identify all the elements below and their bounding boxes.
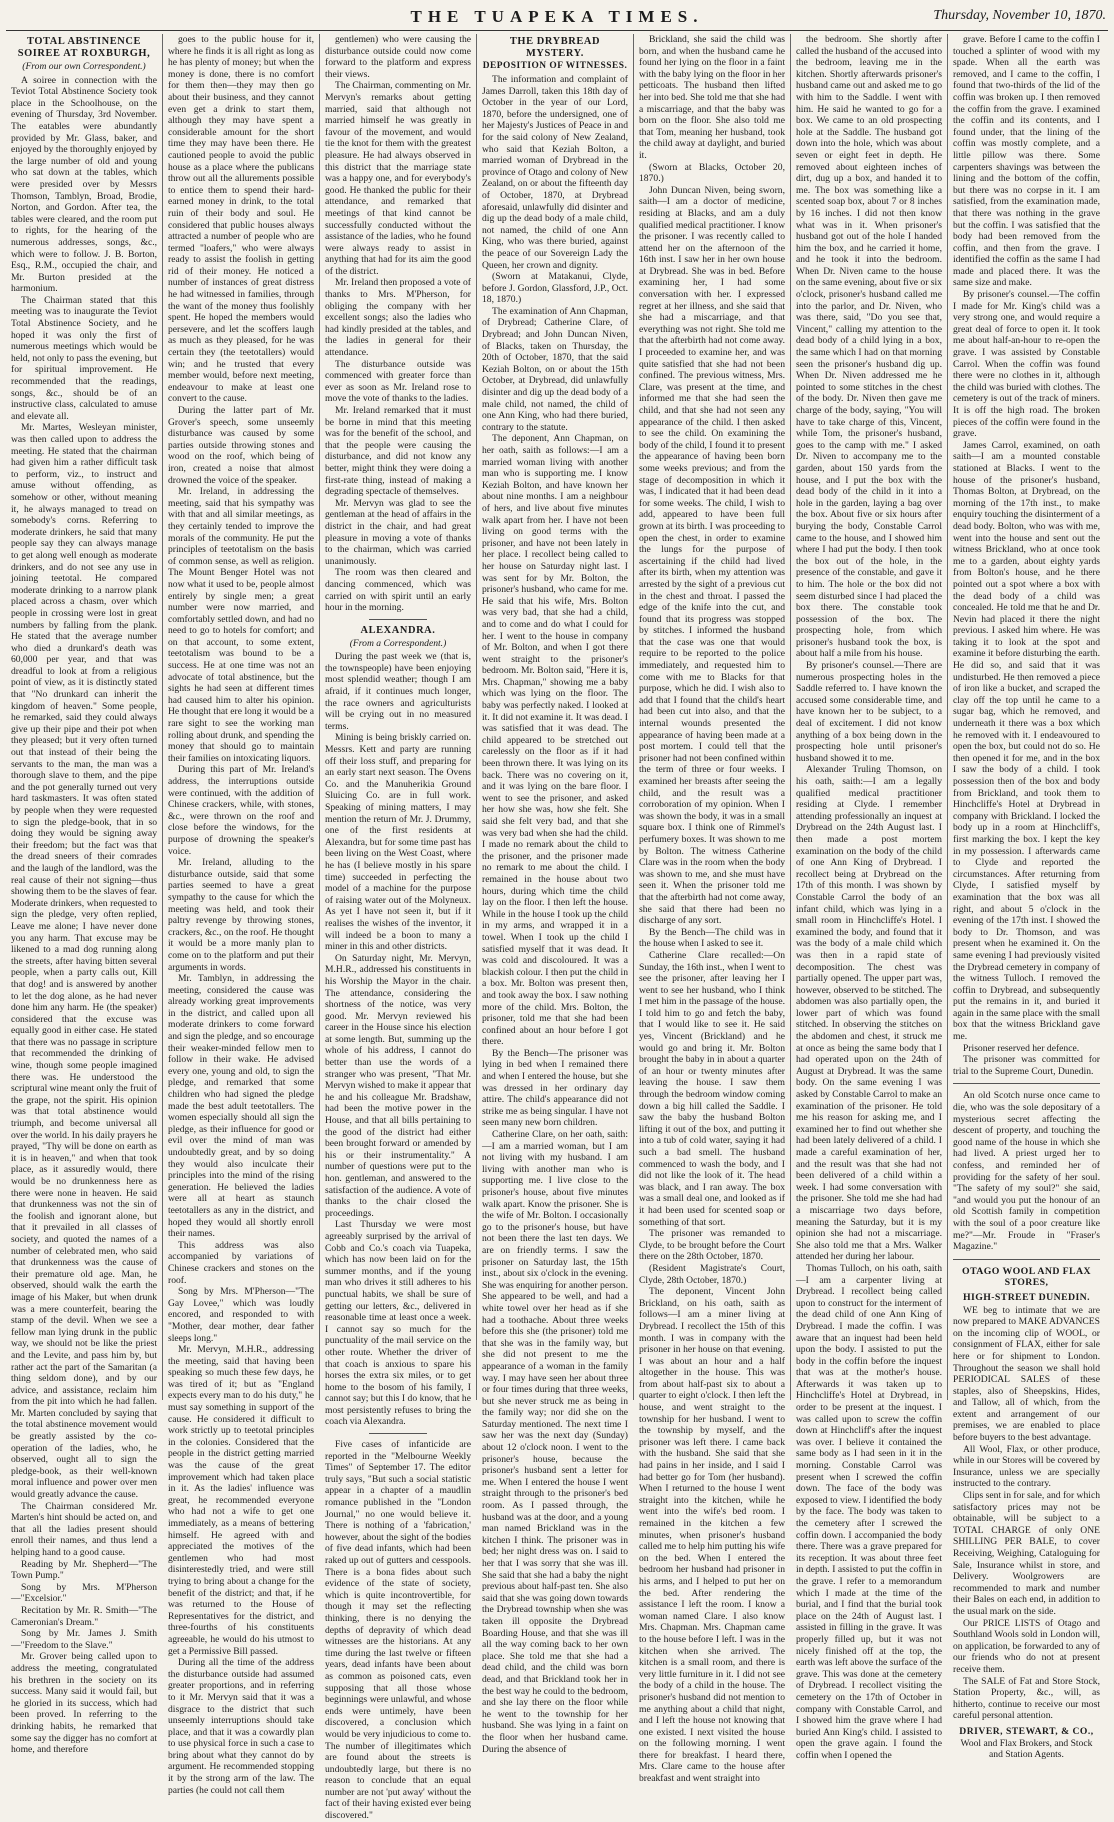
paragraph: Prisoner reserved her defence. (963, 1042, 1080, 1054)
column-2-body (168, 34, 314, 1796)
paragraph: By the Bench—The prisoner was lying in bed when I remained there and when I entered the house, but she was dressed in her ordinary day attire. The child's appearance did not strike me as being singular. I have not seen many new born children. (482, 1047, 628, 1129)
paragraph: Mr. Tamblyn, in addressing the meeting, considered the cause was already working great improvements in the district, and called upon all moderate drinkers to come forward and sign the pledge, and so encourage their weaker-minded fellow men to follow in their wake. He advised every one, young and old, to sign the pledge, and remarked that some children who had signed the pledge made the best adult teetotallers. The women especially should all sign the pledge, as their influence for good or evil over the mind of man was undoubtedly great, and by so doing they would also inculcate their principles into the mind of the rising generation. He believed the ladies were all at heart as staunch teetotallers as any in the district, and hoped they would all shortly enroll their names. (168, 973, 314, 1240)
column-3 (320, 34, 477, 1822)
article-heading-soiree: TOTAL ABSTINENCE SOIREE AT ROXBURGH, (17, 36, 151, 59)
paragraph: Thomas Tulloch, on his oath, saith—I am a carpenter living at Drybread. I recollect being called upon to construct for the interment of the dead child of one Ann King of Drybread. I made the coffin. I was aware that an inquest had been held upon the body. I assisted to put the body in the coffin before the inquest that was at the mother's house. Afterwards it was taken up to Hinchcliffe's Hotel at Drybread, in order to be present at the inquest. I was called upon to screw the coffin down at Hinchcliff's after the inquest was over. I believe it contained the same body as I had seen in it in the morning. Constable Carrol was present when I screwed the coffin down. The face of the body was exposed to view. I identified the body by the face. The body was taken to the cemetery after I screwed the coffin down. I accompanied the body there. There was a grave prepared for its reception. It was about three feet in depth. I assisted to put the coffin in the grave. I refer to a memorandum which I made at the time of the burial, and I find that the burial took place on the 24th of August last. I assisted in filling in the grave. It was properly filled up, but it was not nicely finished off at the top, the earth was left above the surface of the grave. This was done at the cemetery of Drybread. I recollect visiting the cemetery on the 17th of October in company with Constable Carrol, and I showed him the grave where I had buried Ann King's child. I assisted to open the grave again. I found the coffin when I opened the (796, 1262, 942, 1761)
advert-body (953, 1305, 1100, 1722)
paragraph: The prisoner was committed for trial to the Supreme Court, Dunedin. (953, 1054, 1100, 1077)
paragraph: Mr. Mervyn, M.H.R., addressing the meeting, said that having been speaking so much these few days, he was tired of it; but as "England expects every man to do his duty," he must say something in support of the cause. He considered it difficult to work strictly up to teetotal principles in the colonies. Considered that the people in the district getting married was the cause of the great improvement which had taken place in it. As the ladies' influence was great, he recommended everyone who had not a wife to get one immediately, as a means of bettering himself. He agreed with and appreciated the motives of the gentlemen who had most disinterestedly tried, and were still trying to bring about a change for the benefit of the district; and that, if he was returned to the House of Representatives for the district, and three-fourths of his constituents agreeable, he would do his utmost to get a Permissive Bill passed. (168, 1344, 314, 1657)
paragraph: (Resident Magistrate's Court, Clyde, 28th October, 1870.) (639, 1262, 785, 1286)
paragraph: During all the time of the address the disturbance outside had assumed greater proportions, and in referring to it Mr. Mervyn said that it was a disgrace to the district that such unseemly interruptions should take place, and that it was a cowardly plan to use physical force in such a case to bring about what they cannot do by argument. He recommended stopping it by the strong arm of the law. The parties (he could not call them (168, 1657, 314, 1796)
paragraph: Our PRICE LISTS of Otago and Southland Wools sold in London will, on application, be forwarded to any of our friends who do not at present receive them. (953, 1617, 1100, 1675)
paragraph: gentlemen) who were causing the disturbance outside could now come forward to the platform and express their views. (325, 34, 471, 80)
advert-signature-sub: Wool and Flax Brokers, and Stock and Station Agents. (960, 1737, 1093, 1761)
paragraph: On Saturday night, Mr. Mervyn, M.H.R., addressed his constituents in his Worship the Mayor in the chair. The attendance, considering the shortness of the notice, was very good. Mr. Mervyn reviewed his career in the House since his election at some length. But, summing up the whole of his address, I cannot do better than use the words of a stranger who was present, "That Mr. Mervyn wished to make it appear that he and his colleague Mr. Bradshaw, had been the motive power in the House, and that all bills pertaining to the good of the district had either been brought forward or amended by his or their instrumentality." A number of questions were put to the hon. gentleman, and answered to the satisfaction of the audience. A vote of thanks to the chair closed the proceedings. (325, 952, 471, 1219)
paragraph: Mr. Ireland then proposed a vote of thanks to Mrs. M'Pherson, for obliging the company with her excellent songs; also the ladies who had kindly presided at the tables, and the ladies in general for their attendance. (325, 277, 471, 359)
paragraph: the bedroom. She shortly after called the husband of the accused into the bedroom, leaving me in the kitchen. Shortly afterwards prisoner's husband came out and asked me to go with him to the Saddle. I went with him. He said he wanted to go for a box. We came to an old prospecting hole at the Saddle. The husband got down into the hole, which was about seven or eight feet in depth. He removed about eighteen inches of dirt, dug up a box, and handed it to me. The box was something like a scented soap box, about 7 or 8 inches by 16 inches. I did not then know what was in it. When prisoner's husband got out of the hole I handed him the box, and he carried it home, and he took it into the bedroom. When Dr. Niven came to the house on the same evening, about five or six o'clock, prisoner's husband called me into the parlor, and Dr. Niven, who was there, said, "Do you see that, Vincent," calling my attention to the dead body of a child lying in a box, the same which I had on that morning seen the prisoner's husband dig up. When Dr. Niven addressed me he pointed to some stitches in the chest of the body. Dr. Niven then gave me charge of the body, saying, "You will have to take charge of this, Vincent, while Tom, the prisoner's husband, goes to the camp with me." I asked Dr. Niven to accompany me to the garden, about 150 yards from the house, and I put the box with the dead body of the child in it into a hole in the garden, laying a bag over the box. About five or six hours after burying the body, Constable Carrol came to the house, and I showed him where I had put the body. I then took the box out of the hole, in the presence of the constable, and gave it to him. The hole or the box did not seem disturbed since I had placed the box there. The constable took possession of the box. The prospecting hole, from which prisoner's husband took the box, is about half a mile from his house. (796, 34, 943, 660)
paragraph: The disturbance outside was commenced with greater force than ever as soon as Mr. Ireland rose to move the vote of thanks to the ladies. (325, 358, 471, 405)
article-columns (6, 34, 1108, 1822)
paragraph: The examination of Ann Chapman, of Drybread; Catherine Clare, of Drybread; and John Duncan Niven, of Blacks, taken on Thursday, the 20th of October, 1870, that the said Keziah Bolton, on or about the 15th October, at Drybread, did unlawfully disinter and dig up the dead body of a male child, not named, the child of one Ann King, who had there buried, contrary to the statute. (482, 305, 628, 433)
paragraph: The room was then cleared and dancing commenced, which was carried on with spirit until an early hour in the morning. (325, 567, 471, 614)
paragraph: Mr. Mervyn was glad to see the gentleman at the head of affairs in the district in the chair, and had great pleasure in moving a vote of thanks to the chairman, which was carried unanimously. (325, 497, 471, 567)
paragraph: By prisoner's counsel.—The coffin I made for Mr. King's child was a very strong one, and would require a great deal of force to open it. It took me about half-an-hour to re-open the grave. I was assisted by Constable Carrol. When the coffin was found there were no clothes in it, although the child was buried with clothes. The cemetery is out of the track of miners. It is off the high road. The broken pieces of the coffin were found in the grave. (953, 289, 1100, 440)
column-3-body (325, 34, 471, 614)
paragraph: Catherine Clare recalled:—On Sunday, the 16th inst., when I went to see the prisoner, after leaving her I went to see her husband, who I think I met him in the passage of the house. I told him to go and fetch the baby, that I would like to see it. He said yes, Vincent (Brickland) and he would go and bring it. Mr. Bolton brought the baby in in about a quarter of an hour or twenty minutes after leaving the house. I saw them through the bedroom window coming down a big hill called the Saddle. I saw the baby the husband Bolton lifting it out of the box, and putting it into a tub of cold water, saying it had such a bad smell. The husband commenced to wash the body, and I did not like the look of it. The head was black, and I ran away. The box was a small deal one, and looked as if it had been used for scented soap or something of that sort. (639, 949, 785, 1228)
newspaper-title: THE TUAPEKA TIMES. (410, 7, 704, 26)
column-1 (6, 34, 163, 1756)
column-5-body (639, 34, 785, 1785)
paragraph: By prisoner's counsel.—There are numerous prospecting holes in the Saddle referred to. I have known the accused some considerable time, and have known her to be subject, to a deal of excitement. I did not know anything of a box being down in the prospecting hole until prisoner's husband showed it to me. (796, 660, 942, 764)
paragraph: The Chairman considered Mr. Marten's hint should be acted on, and that all the ladies present should enroll their names, and thus lend a helping hand to a good cause. (11, 1500, 157, 1558)
paragraph: Catherine Clare, on her oath, saith:—I am a married woman, but I am not living with my husband. I am living with another man who is supporting me. I live close to the prisoner's house, about five minutes walk apart. Know the prisoner. She is the wife of Mr. Bolton. I occasionally go to the prisoner's house, but have not been there the last ten days. We are on friendly terms. I saw the prisoner on Saturday last, the 15th inst., about six o'clock in the evening. She was enquiring for another person. She appeared to be well, and had a white towel over her head as if she had a toothache. About three weeks before this she (the prisoner) told me that she was in the family way, but she did not present to me the appearance of a woman in the family way. I may have seen her about three or four times during that three weeks, but she never struck me as being in the family way; nor did she on the Saturday mentioned. The next time I saw her was the next day (Sunday) about 12 o'clock noon. I went to the prisoner's house, because the prisoner's husband sent a letter for me. When I entered the house I went straight through to the prisoner's bed room. As I passed through, the husband was at the door, and a young man named Brickland was in the kitchen I think. The prisoner was in bed; her night dress was on. I said to her that I was sorry that she was ill. She said that she had a baby the night previous about half-past ten. She also said that she was going down towards the Drybread township when she was taken ill opposite the Drybread Boarding House, and that she was ill all the way coming back to her own place. She told me that she had a dead child, and the child was born dead, and that Brickland took her in the best way he could to the bedroom, and she lay there on the floor while he went to the township for her husband. She was lying in a faint on the floor when her husband came. During the absence of (482, 1129, 629, 1755)
paragraph: This address was also accompanied by variations of Chinese crackers and stones on the roof. (168, 1239, 314, 1286)
paragraph: Song by Mrs. M'Pherson—"The Gay Lovee," which was loudly encored, and responded to with "Mother, dear mother, dear father sleeps long." (168, 1286, 314, 1344)
article-subheading-alexandra: (From a Correspondent.) (349, 637, 447, 649)
column-7 (948, 34, 1105, 1761)
paragraph: Mr. Ireland, alluding to the disturbance outside, said that some parties seemed to have a great sympathy to the cause for which the meeting was held, and took their paltry revenge by throwing stones, crackers, &c., on the roof. He thought it would be a more manly plan to come on to the platform and put their arguments in words. (168, 857, 314, 973)
paragraph: Recitation by Mr. R. Smith—"The Cameronian's Dream." (11, 1604, 157, 1628)
paragraph: Mr. Ireland, in addressing the meeting, said that his sympathy was with that and all similar meetings, as they certainly tended to improve the morals of the community. He put the principles of teetotalism on the basis of common sense, as well as religion. The Mount Benger Hotel was not now what it used to be, people almost entirely by single men; a great number were now married, and comfortably settled down, and had no need to go to hotels for comfort; and on that account, to some extent, teetotalism was bound to be a success. He at one time was not an advocate of total abstinence, but the sights he had seen at different times had caused him to alter his opinion. He thought that ere long it would be a rare sight to see the working man rolling about drunk, and spending the money that should go to maintain their families on intoxicating liquors. (168, 486, 314, 764)
paragraph: The information and complaint of James Darroll, taken this 18th day of October in the year of our Lord, 1870, before the undersigned, one of her Majesty's Justices of Peace in and for the said colony of New Zealand, who said that Keziah Bolton, a married woman of Drybread in the province of Otago and colony of New Zealand, on or about the fifteenth day of October, 1870, at Drybread aforesaid, unlawfully did disinter and dig up the dead body of a male child, not named, the child of one Ann King, who was there buried, against the peace of our Sovereign Lady the Queen, her crown and dignity. (482, 74, 628, 271)
paragraph: Alexander Truling Thomson, on his oath, saith:—I am a legally qualified medical practitioner residing at Clyde. I remember attending professionally an inquest at Drybread on the 24th August last. I then made a post mortem examination on the body of the child of one Ann King of Drybread. I recollect being at Drybread on the 17th of this month. I was shown by Constable Carrol the body of an infant child, which was lying in a small room in Hinchcliffe's Hotel. I examined the body, and found that it was the body of a male child which was then in a rapid state of decomposition. The chest was partially opened. The upper part was, however, observed to be stitched. The abdomen was also partially open, the lower part of which was found stitched. In observing the stitches on the abdomen and chest, it struck me at once as being the same body that I had operated upon on the 24th of August at Drybread. It was the same body. On the same evening I was asked by Constable Carrol to make an examination of the prisoner. He told me his reason for asking me, and I examined her to find out whether she had been lately delivered of a child. I made a careful examination of her, and the result was that she had not been delivered of a child within a week. I had some conversation with the prisoner. She told me she had had a miscarriage two days before, meaning the Saturday, but it is my opinion she had not a miscarriage. She also told me that a Mrs. Walker attended her during her labour. (796, 764, 943, 1263)
paragraph: During this part of Mr. Ireland's address, the interruptions outside were continued, with the addition of Chinese crackers, while, with stones, &c., were thrown on the roof and close before the windows, for the purpose of drowning the speaker's voice. (168, 764, 314, 857)
masthead (6, 4, 1108, 31)
divider (953, 1083, 1100, 1084)
column-4 (477, 34, 634, 1755)
paragraph: Song by Mrs. M'Pherson—"Excelsior." (11, 1581, 157, 1605)
paragraph: A soiree in connection with the Teviot Total Abstinence Society took place in the Schoolhouse, on the evening of Thursday, 3rd November. The eatables were abundantly provided by Mr. Glass, baker, and enjoyed by the thoroughly enjoyed by the large number of old and young who sat down at the tables, which were presided over by Messrs Thomson, Tamblyn, Broad, Brodie, Norton, and Gordon. After tea, the tables were cleared, and the room put to rights, for the hearing of the numerous addresses, songs, &c., which were to follow. J. B. Borton, Esq., R.M., occupied the chair, and Mr. Burton presided at the harmonium. (11, 74, 157, 295)
paragraph: During the past week we (that is, the townspeople) have been enjoying most splendid weather; though I am afraid, if it continues much longer, the race owners and agriculturists will be crying out in no measured terms. (325, 651, 471, 732)
paragraph: The deponent, Vincent John Brickland, on his oath, saith as follows—I am a miner living at Drybread. I recollect the 15th of this month. I was in company with the prisoner in her house on that evening. I was about an hour and a half altogether in the house. This was from about half-past six to about a quarter to eight o'clock. I then left the house, and went straight to the township for her husband. I went to the township by myself, and the prisoner was left there. I came back with the husband. She said that she had pains in her inside, and I said I had better go for Tom (her husband). When I returned to the house I went straight into the kitchen, while he went into the wife's bed room. I remained in the kitchen a few minutes, when prisoner's husband called me to help him putting his wife on the bed. When I entered the bedroom her husband had prisoner in his arms, and I helped to put her on the bed. After rendering the assistance I left the room. I know a woman named Clare. I also know Mrs. Chapman. Mrs. Chapman came to the house before I left. I was in the kitchen when she arrived. The kitchen is a small room, and there is very little furniture in it. I did not see the body of a child in the house. The prisoner's husband did not mention to me anything about a child that night, and I left the house not knowing that one existed. I next visited the house on the following morning. I went there for breakfast. I heard there, Mrs. Clare came to the house after breakfast and went straight into (639, 1286, 785, 1785)
paragraph: (Sworn at Blacks, October 20, 1870.) (639, 161, 785, 185)
divider (369, 1433, 427, 1434)
paragraph: Clips sent in for sale, and for which satisfactory prices may not be obtainable, will be subject to a TOTAL CHARGE of only ONE SHILLING PER BALE, to cover Receiving, Weighing, Cataloguing for Sale, Insurance whilst in store, and Delivery. Woolgrowers are recommended to mark and number their Bales on each end, in addition to the usual mark on the side. (953, 1490, 1100, 1617)
paragraph: Mr. Grover being called upon to address the meeting, congratulated his brethren in the society on its success. Many said it would fail, but he gloried in its success, which had been proved. In referring to the drinking habits, he remarked that some say the digger has no comfort at home, and therefore (11, 1651, 157, 1756)
paragraph: Brickland, she said the child was born, and when the husband came he found her lying on the floor in a faint with the baby lying on the floor in her petticoats. The husband then lifted her into bed. She told me that she had a miscarriage, and that the baby was born on the floor. She also told me that Tom, meaning her husband, took the child away at daylight, and buried it. (639, 34, 786, 161)
column-4-body (482, 74, 628, 1755)
divider (953, 1259, 1100, 1260)
paragraph: The Chairman stated that this meeting was to inaugurate the Teviot Total Abstinence Society, and he hoped it was only the first of numerous meetings which would be held, not only to pass the evening, but for spiritual improvement. He recommended that the readings, songs, &c., should be of an instructive class, calculated to amuse and elevate all. (11, 294, 157, 422)
paragraph: By the Bench—The child was in the house when I asked to see it. (639, 926, 785, 950)
paragraph: Mr. Martes, Wesleyan minister, was then called upon to address the meeting. He stated that the chairman had given him a rather difficult task to perform, viz., to instruct and amuse without offending, as somehow or other, without meaning it, he always managed to tread on somebody's corns. Referring to moderate drinkers, he said that many people say they can always manage to get along well enough as moderate drinkers, and do not see any use in joining teetotal. He compared moderate drinking to a narrow plank placed across a chasm, over which people in crossing were lost in great numbers by falling from the plank. He stated that the average number who died a drunkard's death was 60,000 per year, and that was dreadful to look at from a religious point of view, as it is distinctly stated that "No drunkard can inherit the kingdom of heaven." Some people, he remarked, said they could always give up their pipe and their pot when they pleased; but it very often turned out that instead of their being the servants to the man, the man was a thorough slave to them, and the pipe and the pot generally turned out very hard taskmasters. It was often stated by people when they were requested to sign the pledge-book, that in so doing they would be signing away their freedom; but the fact was that the dread sneers of their comrades and the laugh of the landlord, was the real cause of their not signing—thus showing them to be the slaves of fear. Moderate drinkers, when requested to sign the pledge, very often replied, Leave me alone; I have never done you any harm. That excuse may be likened to a mad dog running along the streets, after having bitten several people, when a party calls out, Kill that dog! and is answered by another to let the dog alone, as he had never done him any harm. He (the speaker) considered that the excuse was equally good in either case. He stated that there was no passage in scripture that recommended the drinking of wine, though some people imagined there was. He understood the scriptural wine meant only the fruit of the grape, not the spirit. His opinion was that total abstinence would triumph, and become universal all over the world. In his daily prayers he prayed, "Thy will be done on earth as it is in heaven," and when that took place, as it assuredly would, there would be no drunkenness here as there were none in heaven. He said that drunkenness was not the sin of the foolish and ignorant alone, but that it prevailed in all classes of society, and quoted the names of a number of celebrated men, who said that drunkenness was the cause of their premature old age. Man, he observed, should walk the earth the image of his Maker, but when drunk was a mere counterfeit, bearing the stamp of the devil. When we see a fellow man lying drunk in the public way, we should not be like the priest and the Levite, and pass him by, but rather act the part of the Samaritan (a thing seldom done), and by our advice, and assistance, reclaim him from the pit into which he had fallen. Mr. Marten concluded by saying that the total abstinence movement would be greatly assisted by the co-operation of the ladies, who, he observed, ought all to sign the pledge-book, as their well-known moral influence and power over men would greatly advance the cause. (11, 422, 157, 1501)
paragraph: James Carrol, examined, on oath saith—I am a mounted constable stationed at Blacks. I went to the house of the prisoner's husband, Thomas Bolton, at Drybread, on the morning of the 17th inst., to make enquiry touching the disinterment of a dead body. Bolton, who was with me, went into the house and sent out the witness Brickland, who at once took me to a garden, about eighty yards from Bolton's house, and he there pointed out a spot where a box with the dead body of a child was concealed. He told me that he and Dr. Nevin had placed it there the night previous. I asked him where. He was taking it to look at the spot and examine it before disturbing the earth. He did so, and said that it was undisturbed. He then removed a piece of iron like a bucket, and scraped the clay off the top until he came to a sugar bag, which he removed, and underneath it there was a box which he removed with it. I endeavoured to open the box, but could not do so. He then opened it for me, and in the box I saw the body of a child. I took possession then of the box and body from Brickland, and took them to Hinchcliffe's Hotel at Drybread in company with Brickland. I locked the body up in a room at Hinchcliff's, first marking the box. I kept the key in my possession. I afterwards came to Clyde and reported the circumstances. After returning from Clyde, I satisfied myself by examination that the box was all right, and about 5 o'clock in the evening of the 17th inst. I showed the body to Dr. Thomson, and was present when he examined it. On the same evening I had previously visited the Drybread cemetery in company of the witness Tulloch. I removed the coffin to Drybread, and subsequently put the remains in it, and buried it again in the same place with the small box that the witness Brickland gave me. (953, 439, 1100, 1043)
infanticide-note: Five cases of infanticide are reported in the "Melbourne Weekly Times" of September 17. The editor truly says, "But such a social statistic appear in a chapter of a maudlin romance published in the "London Journal," no one would believe it. There is nothing of a 'fabrication,' however, about the sight of the bodies of five dead infants, which had been raked up out of gutters and cesspools. There is a bona fides about such evidence of the state of society, which is quite incontrovertible, for though it may set the reflecting thinking, there is no denying the depths of depravity of which dead witnesses are the historians. At any time during the last twelve or fifteen years, dead infants have been about as common as poisoned cats, even supposing that all those whose beginnings were unlawful, and whose ends were untimely, have been discovered, a conclusion which would be very injudicious to come to. The number of illegitimates which are found about the streets is undoubtedly large, but there is no reason to conclude that an equal number are not 'put away' without the fact of their having existed ever being discovered." (325, 1439, 471, 1822)
paragraph: (Sworn at Matakanui, Clyde, before J. Gordon, Glassford, J.P., Oct. 18, 1870.) (482, 271, 628, 306)
paragraph: grave. Before I came to the coffin I touched a splinter of wood with my spade. When all the earth was removed, and I came to the coffin, I found that two-thirds of the lid of the coffin was broken up. I then removed the coffin from the grave. I examined the coffin and its contents, and I found under, that the lining of the coffin was mostly complete, and a little pillow was there. Some carpenters shavings was between the lining and the bottom of the coffin, but there was no corpse in it. I am satisfied, from the examination made, that there was nothing in the grave but the coffin. I was satisfied that the body had been removed from the coffin, and then from the grave. I identified the coffin as the same I had made and placed there. It was the same size and make. (953, 34, 1100, 289)
divider (369, 619, 427, 620)
column-7-body (953, 34, 1100, 1077)
column-2 (163, 34, 320, 1796)
column-5 (634, 34, 791, 1785)
advert-title: OTAGO WOOL AND FLAX STORES, (962, 1265, 1091, 1289)
article-subheading-soiree: (From our own Correspondent.) (22, 61, 146, 72)
paragraph: The prisoner was remanded to Clyde, to be brought before the Court there on the 28th October, 1870. (639, 1228, 785, 1263)
paragraph: Last Thursday we were most agreeably surprised by the arrival of Cobb and Co.'s coach via Tuapeka, which has now been laid on for the summer months, and if the young man who drives it still adheres to his punctual habits, we shall be sure of getting our letters, &c., delivered in reasonable time at least once a week. I cannot say so much for the punctuality of the mail service on the other route. Whether the driver of that coach is anxious to spare his horses the extra six miles, or to get home to the bosom of his family, I cannot say; but this I do know, that he most persistently refuses to bring the coach via Alexandra. (325, 1219, 471, 1428)
paragraph: goes to the public house for it, where he finds it is all right as long as he has plenty of money; but when the money is done, there is no comfort for them then—they may then go about their business, and they cannot even get a drink to start them, although they may have spent a considerable amount for the short time they may have been there. He cautioned people to avoid the public house as a place where the publicans throw out all the allurements possible to entice them to spend their hard-earned money in drink, to the total ruin of their body and soul. He considered that public houses always attracted a number of people who are termed "loafers," who were always ready to assist the foolish in getting rid of their money. He noticed a number of instances of great distress he had witnessed in families, through the want of the money thus foolishly spent. He hoped the members would persevere, and let the scoffers laugh as much as they pleased, for he was certain they (the teetotallers) would win; and he trusted that every member would, before next meeting, endeavour to make at least one convert to the cause. (168, 34, 314, 405)
paragraph: Mr. Ireland remarked that it must be borne in mind that this meeting was for the benefit of the school, and that the people were causing the disturbance, and did not know any better, might think they were doing a first-rate thing, instead of making a degrading spectacle of themselves. (325, 405, 471, 498)
alexandra-body (325, 651, 471, 1428)
column-1-body (11, 75, 157, 1756)
paragraph: The SALE of Fat and Store Stock, Station Property, &c., will, as hitherto, continue to receive our most careful personal attention. (953, 1675, 1100, 1722)
paragraph: WE beg to intimate that we are now prepared to MAKE ADVANCES on the incoming clip of WOOL, or consignment of FLAX, either for sale here or for shipment to London. Throughout the season we shall hold PERIODICAL SALES of these staples, also of Sheepskins, Hides, and Tallow, all of which, from the extent and arrangement of our premises, we are enabled to place before buyers to the best advantage. (953, 1304, 1100, 1444)
paragraph: Reading by Mr. Shepherd—"The Town Pump." (11, 1558, 157, 1582)
column-6-body (796, 34, 942, 1761)
article-subheading-drybread: DEPOSITION OF WITNESSES. (482, 61, 628, 71)
advert-signature: DRIVER, STEWART, & CO., (959, 1725, 1094, 1737)
paragraph: During the latter part of Mr. Grover's speech, some unseemly disturbance was caused by some parties outside throwing stones and wood on the roof, which being of iron, created a noise that almost drowned the voice of the speaker. (168, 405, 314, 486)
paragraph: Mining is being briskly carried on. Messrs. Kett and party are running off their loss stuff, and preparing for an early start next season. The Ovens Co. and the Manuherikia Ground Sluicing Co. are in full work. Speaking of mining matters, I may mention the return of Mr. J. Drummy, one of the first residents at Alexandra, but for some time past has been living on the West Coast, where he has (I believe mostly in his spare time) succeeded in perfecting the model of a machine for the purpose of raising water out of the Molyneux. As yet I have not seen it, but if it realises the wishes of the inventor, it will indeed be a boon to many a miner in this and other districts. (325, 732, 471, 953)
paragraph: All Wool, Flax, or other produce, while in our Stores will be covered by Insurance, unless we are specially instructed to the contrary. (953, 1443, 1100, 1490)
column-6 (791, 34, 948, 1761)
scotch-nurse-anecdote: An old Scotch nurse once came to die, who was the sole depositary of a mysterious secret affecting the descent of property, and touching the good name of the house in which she had lived. A priest urged her to confess, and reminded her of providing for the safety of her soul. "The safety of my soul?" she said, "and would you put the honour of an old Scottish family in competition with the soul of a poor creature like me?"—Mr. Froude in "Fraser's Magazine." (953, 1090, 1100, 1253)
paragraph: The deponent, Ann Chapman, on her oath, saith as follows:—I am a married woman living with another man who is supporting me. I know Keziah Bolton, and have known her about nine months. I am a neighbour of hers, and live about five minutes walk apart from her. I have not been living on good terms with the prisoner, and have not been lately in her place. I recollect being called to her house on Saturday night last. I was sent for by Mr. Bolton, the prisoner's husband, who came for me. He said that his wife, Mrs. Bolton was very bad, that she had a child, and to come and do what I could for her. I went to the house in company of Mr. Bolton, and when I got there went straight to the prisoner's bedroom. Mr. Bolton said, "Here it is, Mrs. Chapman," showing me a baby which was lying on the floor. The baby was perfectly naked. I looked at it. It did not examine it. It was dead. I was satisfied that it was dead. The child appeared to be stretched out carelessly on the floor as if it had been thrown there. It was lying on its back. There was no covering on it, and it was lying on the bare floor. I went to see the prisoner, and asked her how she was, how she felt. She said she felt very bad, and that she was very bad when she had the child. I made no remark about the child to the prisoner, and the prisoner made no remark to me about the child. I remained in the house about two hours, during which time the child lay on the floor. I then left the house. While in the house I took up the child in my arms, and wrapped it in a towel. When I took up the child I satisfied myself that it was dead. It was cold and discoloured. It was a blackish colour. I then put the child in a box. Mr. Bolton was present then, and took away the box. I saw nothing more of the child. Mrs. Bolton, the prisoner, told me that she had been confined about an hour before I got there. (482, 433, 628, 1048)
article-heading-drybread: THE DRYBREAD MYSTERY. (509, 36, 601, 59)
advert-subtitle: HIGH-STREET DUNEDIN. (962, 1291, 1091, 1303)
paragraph: John Duncan Niven, being sworn, saith—I am a doctor of medicine, residing at Blacks, and am a duly qualified medical practitioner. I know the prisoner. I was recently called to attend her on the afternoon of the 16th inst. I saw her in her own house at Drybread. She was in bed. Before examining her, I had some conversation with her. I expressed regret at her illness, and she said that she had a miscarriage, and that everything was not right. She told me that the afterbirth had not come away. I proceeded to examine her, and was quite satisfied that she had not been confined. The previous witness, Mrs. Clare, was present at the time, and informed me that she had seen the child, and that she had not seen any appearance of the child. I then asked to see the child. On examining the body of the child, I found it to present the appearance of having been born some weeks previous; and from the stage of decomposition in which it was, I indicated that it had been dead for some weeks. The child, I wish to add, appeared to have been full grown at its birth. I was proceeding to open the chest, in order to examine the lungs for the purpose of ascertaining if the child had lived after its birth, when my attention was arrested by the sight of a previous cut in the chest and throat. I passed the edge of the knife into the cut, and found that its progress was stopped by stitches. I informed the husband that the case was one that would require to be reported to the police immediately, and requested him to come with me to Blacks for that purpose, which he did. I wish also to add that I found that the child's heart had been cut into also, and that the internal wounds presented the appearance of having been made at a post mortem. I could tell that the prisoner had not been confined within the term of three or four weeks. I examined her breasts after seeing the child, and the result was a corroboration of my opinion. When I was shown the body, it was in a small square box. I think one of Rimmel's perfumery boxes. It was shown to me by Bolton. The witness Catherine Clare was in the room when the body was shown to me, and she must have seen it. When the prisoner told me that the afterbirth had not come away, she said that there had been no discharge of any sort. (639, 184, 786, 927)
wool-stores-advert (953, 1266, 1100, 1761)
paragraph: The Chairman, commenting on Mr. Mervyn's remarks about getting married, said that although not married himself he was greatly in favour of the movement, and would tie the knot for them with the greatest pleasure. He had always observed in this district that the marriage state was a happy one, and for everybody's good. He thanked the public for their attendance, and remarked that meetings of that kind cannot be successfully conducted without the assistance of the ladies, who he found were always ready to assist in anything that had for its aim the good of the district. (325, 80, 471, 277)
article-heading-alexandra: ALEXANDRA. (360, 624, 436, 636)
issue-date: Thursday, November 10, 1870. (933, 8, 1106, 23)
paragraph: Song by Mr. James J. Smith—"Freedom to the Slave." (11, 1628, 157, 1651)
